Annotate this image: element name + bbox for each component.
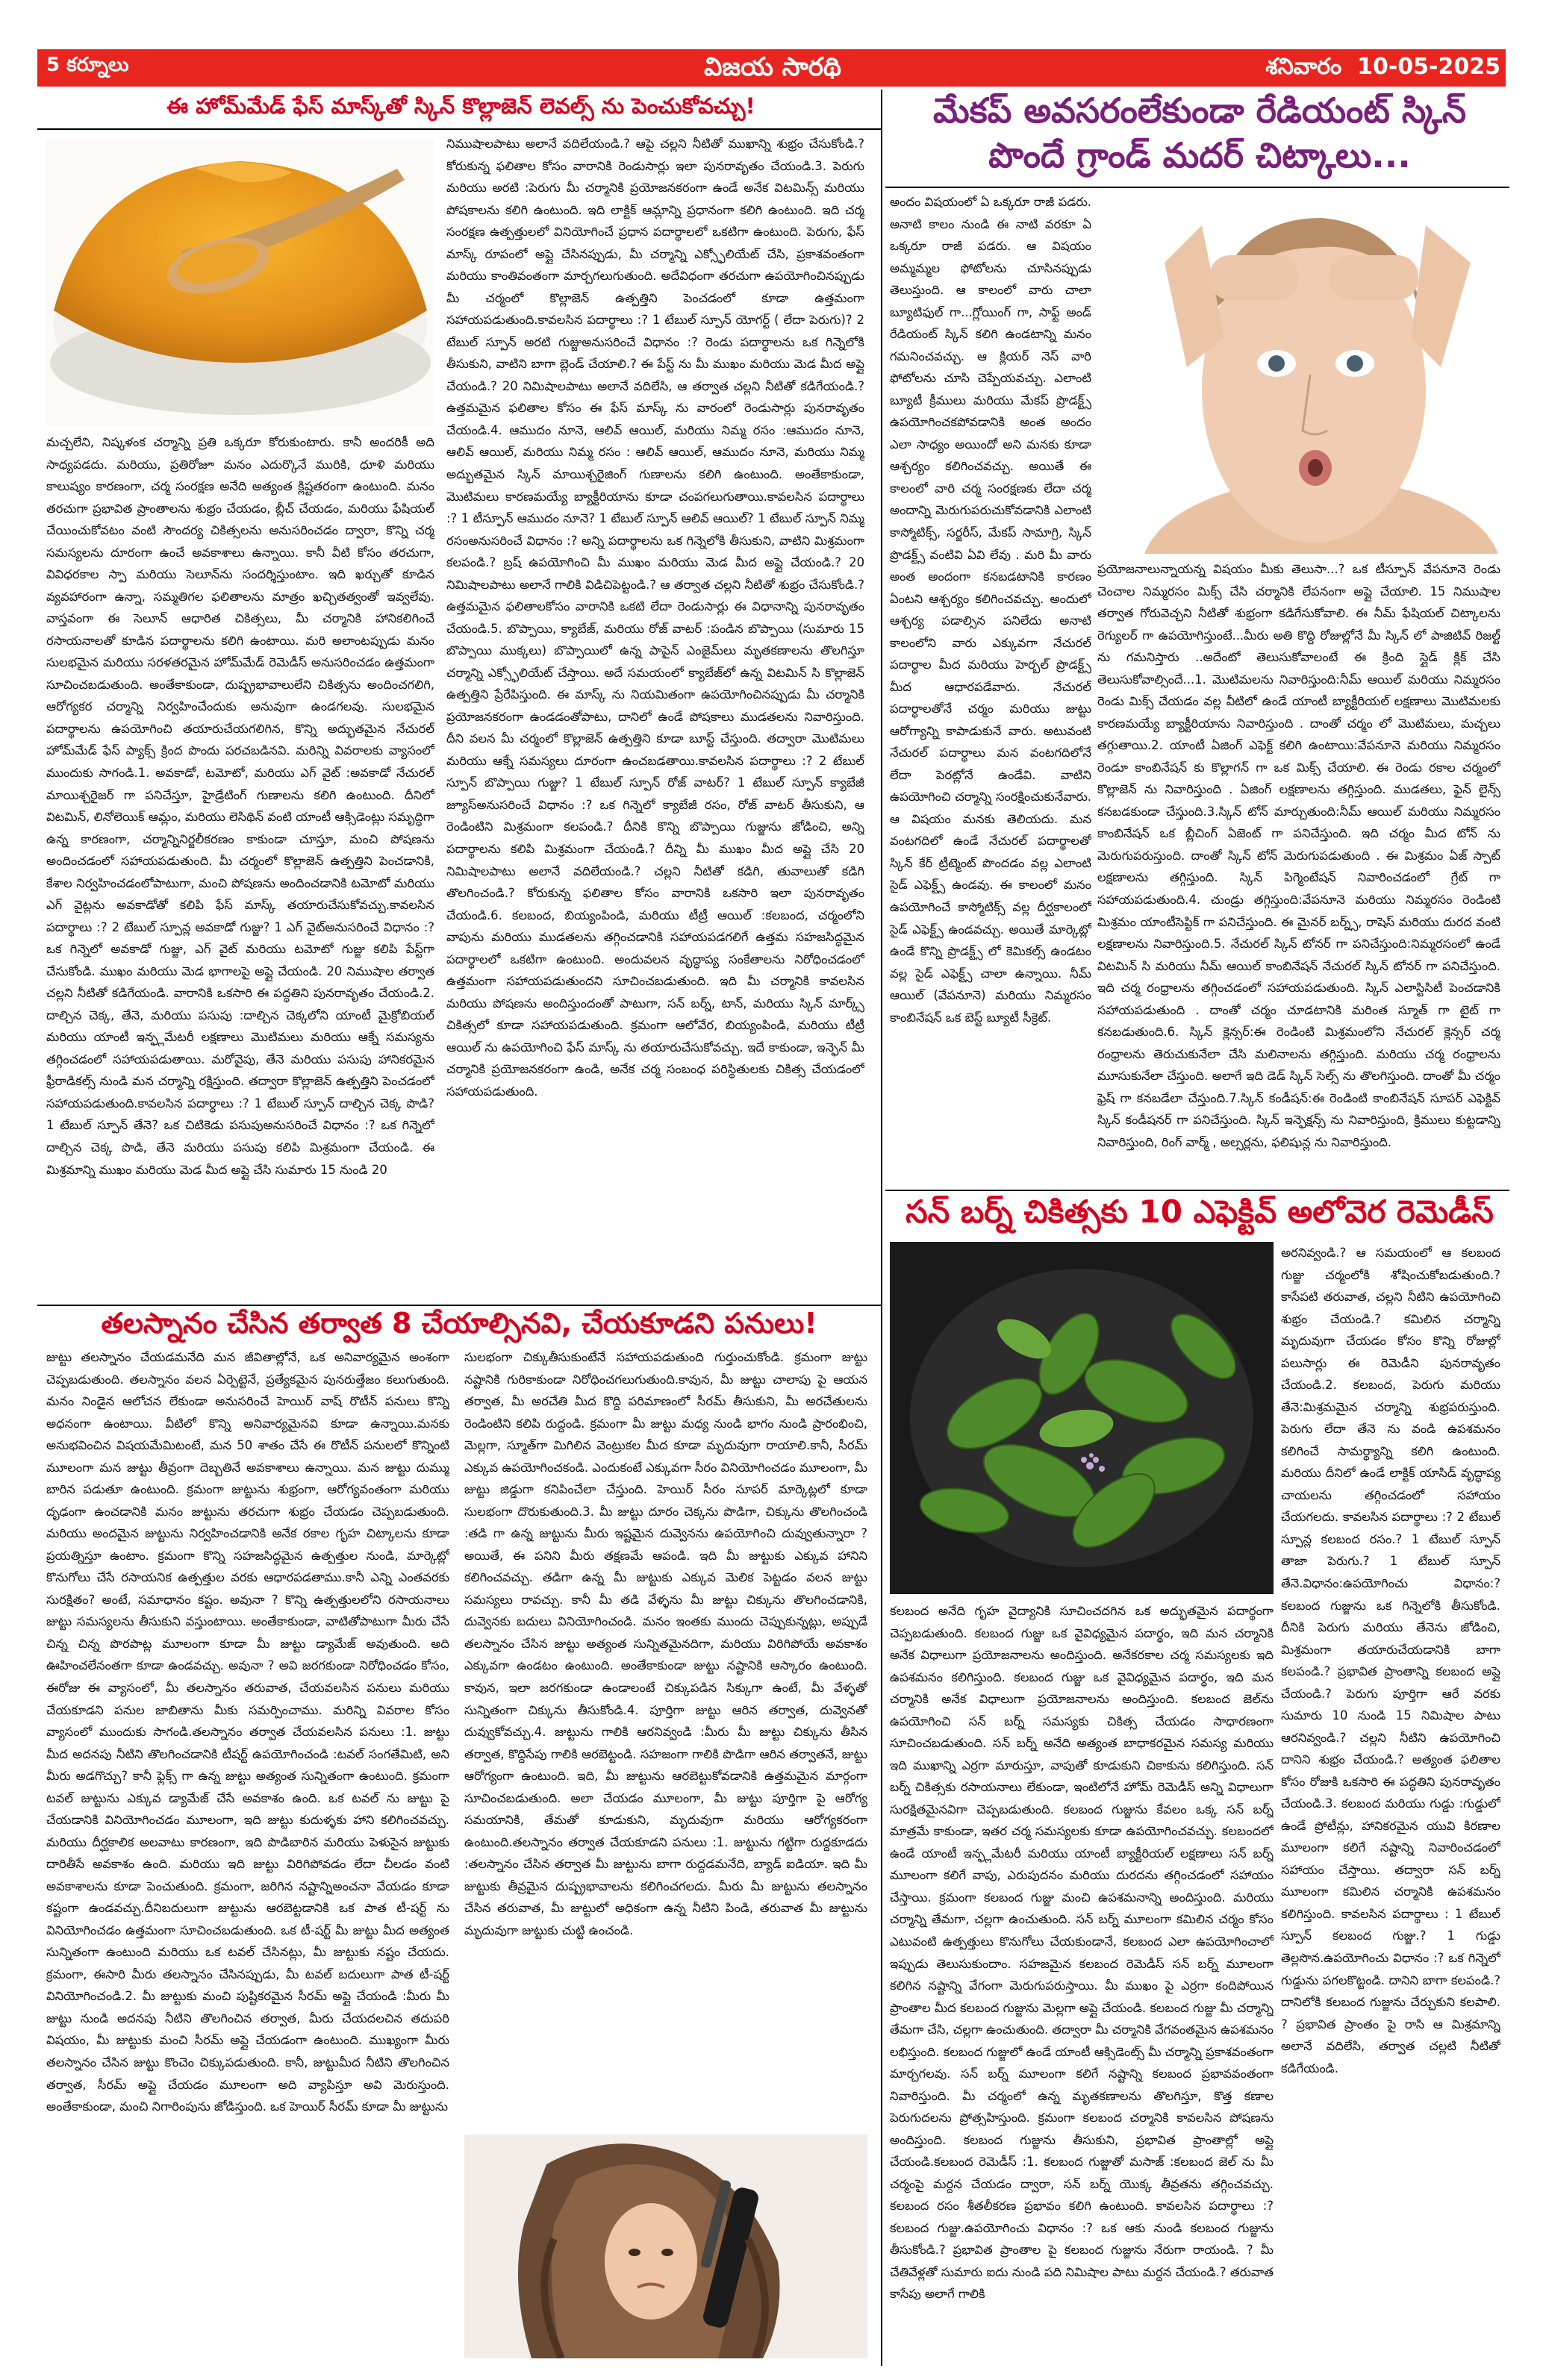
aloe-headline: సన్ బర్న్ చికిత్సకు 10 ఎఫెక్టివ్ అలోవెర రెమెడీస్ xyxy=(905,1193,1494,1230)
grandma-headline-line1: మేకప్ అవసరంలేకుండా రేడియంట్ స్కిన్ xyxy=(932,90,1467,131)
issue-day: శనివారం xyxy=(1265,54,1342,80)
divider xyxy=(885,1190,1509,1191)
grandma-body-wide: ప్రయోజనాలున్నాయన్న విషయం మీకు తెలుసా...? ఒక టీస్పూన్ వేపనూనె రెండు చెంచాల నిమ్మరసం మిక్స్ చేసి చర్మానికి లేపనంగా అప్లై చేయాలి. 15 నిముషాల తర్వాత గోరువెచ్చని నీటితో శుభ్రంగా కడిగేసుకోవాలి. ఈ నీమ్ ఫేషియల్ చిట్కాలను రెగ్యులర్ గా ఉపయోగిస్తుంటే...మీరు అతి కొద్ది రోజుల్లోనే మీ స్కిన్ లో పాజిటివ్ రిజల్ట్ ను గమనిస్తారు ..అదేంటో తెలుసుకోవాలంటే ఈ క్రింది స్లైడ్ క్లిక్ చేసి తెలుసుకోవాల్సిందే...1. మొటిమలను నివారిస్తుంది:నీమ్ ఆయిల్ మరియు నిమ్మరసం రెండు మిక్స్ చేయడం వల్ల వీటిలో ఉండే యాంటీ బ్యాక్టీరియల్ లక్షణాలు మొటిమలకు కారణమయ్యే బ్యాక్టీరియాను నివారిస్తుంది . దాంతో చర్మం లో మొటిమలు, మచ్చలు తగ్గుతాయి.2. యాంటీ ఏజింగ్ ఎఫెక్ట్ కలిగి ఉంటాయి:వేపనూనె మరియు నిమ్మరసం రెండూ కాంబినేషన్ కు కొల్లాగన్ గా ఒక మిక్స్ చేయాలి. ఈ రెండు రకాల చర్మంలో కొల్లాజెన్ ను నివారిస్తుంది . ఏజింగ్ లక్షణాలను తగ్గిస్తుంది. ముడతలు, ఫైన్ లైన్స్ కనబడకుండా చేస్తుంది.3.స్కిన్ టోన్ మార్చుతుంది:నీమ్ ఆయిల్ మరియు నిమ్మరసం కాంబినేషన్ ఒక బ్లీచింగ్ ఏజెంట్ గా పనిచేస్తుంది. ఇది చర్మం మీద టోన్ ను మెరుగుపరుస్తుంది. దాంతో స్కిన్ టోన్ మెరుగుపడుతుంది . ఈ మిశ్రమం ఏజ్ స్పాట్ లక్షణాలను తగ్గిస్తుంది. స్కిన్ పిగ్మెంటేషన్ నివారించడంలో గ్రేట్ గా సహాయపడుతుంది.4. చుండ్రు తగ్గిస్తుంది:వేపనూనె మరియు నిమ్మరసం రెండింటి మిశ్రమం యాంటీసెప్టిక్ గా పనిచేస్తుంది. ఈ మైనర్ బర్న్స్, రాషెస్ మరియు దురద వంటి లక్షణాలను నివారిస్తుంది.5. నేచురల్ స్కిన్ టోనర్ గా పనిచేస్తుంది:నిమ్మరసంలో ఉండే విటమిన్ సి మరియు నీమ్ ఆయిల్ కాంబినేషన్ నేచురల్ స్కిన్ టోనర్ గా పనిచేస్తుంది. ఇది చర్మ రంధ్రాలను తగ్గించడంలో సహాయపడుతుంది. స్కిన్ ఎలాస్టిసిటీ పెంచడానికి సహాయపడుతుంది . దాంతో చర్మం చూడటానికి మరింత స్మూత్ గా టైట్ గా కనబడుతుంది.6. స్కిన్ క్లెన్సర్:ఈ రెండింటి మిశ్రమంలోని నేచురల్ క్లెన్సర్ చర్మ రంధ్రాలను తెరుచుకునేలా చేసి మలినాలను తగ్గిస్తుంది. మరియు చర్మ రంధ్రాలను మూసుకునేలా చేస్తుంది. అలాగే ఇది డెడ్ స్కిన్ సెల్స్ ను తొలగిస్తుంది. దాంతో మీ చర్మం ఫ్రెష్ గా కనబడేలా చేస్తుంది.7.స్కిన్ కండీషన్:ఈ రెండింటి కాంబినేషన్ సూపర్ ఎఫెక్టివ్ స్కిన్ కండీషనర్ గా పనిచేస్తుంది. స్కిన్ ఇన్ఫెక్షన్స్ ను నివారిస్తుంది, క్రిములు కుట్టడాన్ని నివారిస్తుంది, రింగ్ వార్మ్ , అల్సర్లను, ఫలిషున్ల ను నివారిస్తుంది. xyxy=(1097,562,1500,1149)
hair-straightener-photo xyxy=(464,2134,867,2358)
collagen-body-col2: నిముషాలపాటు అలానే వదిలేయండి.? ఆపై చల్లని నీటితో ముఖాన్ని శుభ్రం చేసుకోండి.? కోరుకున్న ఫలితాల కోసం వారానికి రెండుసార్లు ఇలా పునరావృతం చేయండి.3. పెరుగు మరియు అరటి :పెరుగు మీ చర్మానికి ప్రయోజనకరంగా ఉండే అనేక విటమిన్స్ మరియు పోషకాలను కలిగి ఉంటుంది. ఇది లాక్టిక్ ఆమ్లాన్ని ప్రధానంగా కలిగి ఉంటుంది. ఇది చర్మ సంరక్షణ ఉత్పత్తులలో వినియోగించే ప్రధాన పదార్థాలలో ఒకటిగా ఉంటుంది. పెరుగు, ఫేస్ మాస్క్ రూపంలో అప్లై చేసినప్పుడు, మీ చర్మాన్ని ఎక్స్ఫోలియేట్ చేసి, ప్రకాశవంతంగా మరియు కాంతివంతంగా మార్చగలుగుతుంది. అదేవిధంగా తరచుగా ఉపయోగించినప్పుడు మీ చర్మంలో కొల్లాజెన్ ఉత్పత్తిని పెంచడంలో కూడా ఉత్తమంగా సహాయపడుతుంది.కావలసిన పదార్థాలు :? 1 టేబుల్ స్పూన్ యోగర్ట్ ( లేదా పెరుగు)? 2 టేబుల్ స్పూన్ అరటి గుజ్జుఅనుసరించే విధానం :? రెండు పదార్థాలను ఒక గిన్నెలోకి తీసుకుని, వాటిని బాగా బ్లెండ్ చేయాలి.? ఈ పేస్ట్ ను మీ ముఖం మరియు మెడ మీద అప్లై చేయండి.? 20 నిమిషాలపాటు అలానే వదిలేసి, ఆ తర్వాత చల్లని నీటితో కడిగేయండి.? ఉత్తమమైన ఫలితాల కోసం ఈ ఫేస్ మాస్క్ ను వారంలో రెండుసార్లు పునరావృతం చేయండి.4. ఆముదం నూనె, ఆలివ్ ఆయిల్, మరియు నిమ్మ రసం :ఆముదం నూనె, ఆలివ్ ఆయిల్, మరియు నిమ్మ రసం : ఆలివ్ ఆయిల్, ఆముదం నూనె, మరియు నిమ్మ అద్భుతమైన స్కిన్ మాయిశ్చరైజింగ్ గుణాలను కలిగి ఉంటుంది. అంతేకాకుండా, మొటిమలు కారణమయ్యే బ్యాక్టీరియాను కూడా చంపగలుగుతాయి.కావలసిన పదార్థాలు :? 1 టీస్పూన్ ఆముదం నూనె? 1 టేబుల్ స్పూన్ ఆలివ్ ఆయిల్? 1 టేబుల్ స్పూన్ నిమ్మ రసంఅనుసరించే విధానం :? అన్ని పదార్థాలను ఒక గిన్నెలోకి తీసుకుని, వాటిని మిశ్రమంగా కలపండి.? బ్రష్ ఉపయోగించి మీ ముఖం మరియు మెడ మీద అప్లై చేయండి.? 20 నిమిషాలపాటు అలానే గాలికి విడిచిపెట్టండి.? ఆ తర్వాత చల్లని నీటితో శుభ్రం చేసుకోండి.? ఉత్తమమైన ఫలితాలకోసం వారానికి ఒకటి లేదా రెండుసార్లు ఈ విధానాన్ని పునరావృతం చేయండి.5. బొప్పాయి, క్యాబేజ్, మరియు రోజ్ వాటర్ :పండిన బొప్పాయి (సుమారు 15 బొప్పాయి ముక్కలు) బొప్పాయిలో ఉన్న పాపైన్ ఎంజైమ్‌లు మృతకణాలను తొలగిస్తూ చర్మాన్ని ఎక్స్ఫోలియేట్ చేస్తాయి. అదే సమయంలో క్యాబేజ్‌లో ఉన్న విటమిన్ సి కొల్లాజెన్ ఉత్పత్తిని ప్రేరేపిస్తుంది. ఈ మాస్క్ ను నియమితంగా ఉపయోగించినప్పుడు మీ చర్మానికి ప్రయోజనకరంగా ఉండడంతోపాటు, దానిలో ఉండే పోషకాలు ముడతలను నివారిస్తుంది. దీని వలన మీ చర్మంలో కొల్లాజెన్ ఉత్పత్తిని కూడా బూస్ట్ చేస్తుంది. తద్వారా మొటిమలు మరియు ఆక్నే సమస్యలు దూరంగా ఉంచబడతాయి.కావలసిన పదార్థాలు :? 2 టేబుల్ స్పూన్ బొప్పాయి గుజ్జు? 1 టేబుల్ స్పూన్ రోజ్ వాటర్? 1 టేబుల్ స్పూన్ క్యాబేజీ జ్యూస్అనుసరించే విధానం :? ఒక గిన్నెలో క్యాబేజీ రసం, రోజ్ వాటర్ తీసుకుని, ఆ రెండింటిని మిశ్రమంగా కలపండి.? దీనికి కొన్ని బొప్పాయి గుజ్జును జోడించి, అన్ని పదార్థాలను కలిపి మిశ్రమంగా చేయండి.? దీన్ని మీ ముఖం మీద అప్లై చేసి 20 నిమిషాలపాటు అలానే వదిలేయండి.? చల్లని నీటితో కడిగి, తువాలుతో కడిగి తొలగించండి.? కోరుకున్న ఫలితాల కోసం వారానికి ఒకసారి ఇలా పునరావృతం చేయండి.6. కలబంద, బియ్యంపిండి, మరియు టీట్రీ ఆయిల్ :కలబంద, చర్మంలోని వాపును మరియు ముడతలను తగ్గించడానికి సహాయపడగలిగే ఉత్తమ సహజసిద్ధమైన పదార్థాలలో ఒకటిగా ఉంటుంది. అందువలన వృద్ధాప్య సంకేతాలను నిరోధించడంలో ఉత్తమంగా సహాయపడుతుందని సూచించబడుతుంది. ఇది మీ చర్మానికి కావలసిన మరియు పోషణను అందిస్తుందంతో పాటుగా, సన్ బర్న్, టాన్, మరియు స్కిన్ మార్క్స్ చికిత్సలో కూడా సహాయపడుతుంది. క్రమంగా ఆలోవేర, బియ్యంపిండి, మరియు టీట్రీ ఆయిల్ ను ఉపయోగించి ఫేస్ మాస్క్ ను తయారుచేసుకోవచ్చు. ఇదే కాకుండా, ఇన్ఫెన్ మీ చర్మానికి ప్రయోజనకరంగా ఉండి, అనేక చర్మ సంబంధ పరిస్థితులకు చికిత్స చేయడంలో సహాయపడుతుంది. xyxy=(446,137,864,1099)
aloe-body-side: అరనివ్వండి.? ఆ సమయంలో ఆ కలబంద గుజ్జు చర్మంలోకి శోషించుకోబడుతుంది.? కాసేపటి తరువాత, చల్లని నీటిని ఉపయోగించి శుభ్రం చేయండి.? కమిలిన చర్మాన్ని మృదువుగా చేయడం కోసం కొన్ని రోజుల్లో పలుసార్లు ఈ రెమెడీని పునరావృతం చేయండి.2. కలబంద, పెరుగు మరియు తేనె:మిశ్రమమైన చర్మాన్ని శుభ్రపరుస్తుంది. పెరుగు లేదా తేనె ను వండి ఉపశమనం కలిగించే సామర్థ్యాన్ని కలిగి ఉంటుంది. మరియు దీనిలో ఉండే లాక్టిక్ యాసిడ్ వృద్ధాప్య చాయలను తగ్గించడంలో సహాయం చేయగలదు. కావలసిన పదార్థాలు :? 2 టేబుల్ స్పూన్ల కలబంద రసం.? 1 టేబుల్ స్పూన్ తాజా పెరుగు.? 1 టేబుల్ స్పూన్ తేనె.విధానం:ఉపయోగించు విధానం:? కలబంద గుజ్జును ఒక గిన్నెలోకి తీసుకోండి. దీనికి పెరుగు మరియు తేనెను జోడించి, మిశ్రమంగా తయారుచేయడానికి బాగా కలపండి.? ప్రభావిత ప్రాంతాన్ని కలబంద అప్లై చేయండి.? పెరుగు పూర్తిగా ఆరే వరకు సుమారు 10 నుండి 15 నిమిషాల పాటు ఆరనివ్వండి.? చల్లని నీటిని ఉపయోగించి దానిని శుభ్రం చేయండి.? అత్యంత ఫలితాల కోసం రోజుకి ఒకసారి ఈ పద్ధతిని పునరావృతం చేయండి.3. కలబంద మరియు గుడ్డు :గుడ్డులో ఉండే ప్రోటీన్లు, హానికరమైన యువి కిరణాల మూలంగా కలిగే నష్టాన్ని నివారించడంలో సహాయం చేస్తాయి. తద్వారా సన్ బర్న్ మూలంగా కమిలిన చర్మానికి ఉపశమనం కలిగిస్తుంది. కావలసిన పదార్థాలు : 1 టేబుల్ స్పూన్ కలబంద గుజ్జు.? 1 గుడ్డు తెల్లసొన.ఉపయోగించు విధానం :? ఒక గిన్నెలో గుడ్డును పగలకొట్టండి. దానిని బాగా కలపండి.? దానిలోకి కలబంద గుజ్జును చేర్చుకుని కలపాలి. ? ప్రభావిత ప్రాంతం పై రాసి ఆ మిశ్రమాన్ని అలానే వదిలేసి, తర్వాత చల్లటి నీటితో కడిగేయండి. xyxy=(1281,1246,1500,2076)
column-divider xyxy=(881,90,882,2366)
bath-headline: తలస్నానం చేసిన తర్వాత 8 చేయాల్సినవి, చేయకూడని పనులు! xyxy=(101,1307,817,1340)
page-number: 5 కర్నూలు xyxy=(46,54,129,76)
divider xyxy=(37,1305,881,1306)
collagen-headline: ఈ హోమ్‌మేడ్ ఫేస్ మాస్క్‌తో స్కిన్ కొల్లాజెన్ లెవల్స్ ను పెంచుకోవచ్చు! xyxy=(166,93,755,119)
turmeric-photo xyxy=(46,139,434,425)
masthead: విజయ సారథి xyxy=(704,52,841,82)
mint-leaves-photo xyxy=(890,1242,1274,1594)
woman-face-photo xyxy=(1097,196,1500,554)
divider xyxy=(885,187,1509,188)
bath-body-col2: సులభంగా చిక్కుతీసుకుంటేనే సహాయపడుతుంది గుర్తుంచుకోండి. క్రమంగా జుట్టు నష్టానికి గురికాకుండా నిరోధించగలుగుతుంది.కావున, మీ జుట్టు చాలాపు పై ఆయన తర్వాత, మీ అరచేతి మీద కొద్ది పరిమాణంలో సీరమ్ తీసుకుని, మీ అరచేతులను రెండింటిని కలిపి రుద్దండి. క్రమంగా మీ జుట్టు మధ్య నుండి భాగం నుండి ప్రారంభించి, మెల్లగా, స్మూత్‌గా మిగిలిన వెంట్రుకల మీద కూడా మృదువుగా రాయాలి.కానీ, సీరమ్ ఎక్కువ ఉపయోగించకండి. ఎందుకంటే ఎక్కువగా సీరం వినియోగించడం మూలంగా, మీ జుట్టు జిడ్డుగా కనిపించేలా చేస్తుంది. హెయిర్ సీరం సూపర్ మార్కెట్లలో కూడా సులభంగా దొరుకుతుంది.3. మీ జుట్టు దూరం చెక్కను పొడిగా, చిక్కును తొలగించండి :తడి గా ఉన్న జుట్టును మీరు ఇష్టమైన దువ్వెనను ఉపయోగించి దువ్వుతున్నారా ? అయితే, ఈ పనిని మీరు తక్షణమే ఆపండి. ఇది మీ జుట్టుకు ఎక్కువ హానిని కలిగించవచ్చు. తడిగా ఉన్న మీ జుట్టుకు ఎక్కువ మెలిక పెట్టడం వలన జుట్టు సమస్యలు రావచ్చు. కానీ మీ తడి వేళ్ళను మీ జుట్టు చిక్కును తొలగించడానికి, దువ్వెనకు బదులు వినియోగించండి. మనం ఇంతకు ముందు చెప్పుకున్నట్లు, అప్పుడే తలస్నానం చేసిన జుట్టు అత్యంత సున్నితమైనదిగా, మరియు విరిగిపోయే అవకాశం ఎక్కువగా ఉండటం ఉంటుంది. అంతేకాకుండా జుట్టు నష్టానికి ఆస్కారం ఉంటుంది. కావున, ఇలా జరగకుండా ఉండాలంటే చిక్కుపడిన సిక్కుగా ఉంటే, మీ వేళ్ళతో సున్నితంగా చిక్కును తీసుకోండి.4. పూర్తిగా జుట్టు ఆరిన తర్వాత, దువ్వెనతో దువ్వుకోవచ్చు.4. జుట్టును గాలికి ఆరనివ్వండి :మీరు మీ జుట్టు చిక్కును తీసిన తర్వాత, కొద్దిసేపు గాలికి ఆరబెట్టండి. సహజంగా గాలికి పొడిగా ఆరిన తర్వాతనే, జుట్టు ఆరోగ్యంగా ఉంటుంది. ఇది, మీ జుట్టును ఆరబెట్టుకోవడానికి ఉత్తమమైన మార్గంగా సూచించబడుతుంది. అలా చేయడం మూలంగా, మీ జుట్టు పూర్తిగా పై ఆరోగ్య సమయానికి, తేమతో కూడుకుని, మృదువుగా మరియు ఆరోగ్యకరంగా ఉంటుంది.తలస్నానం తర్వాత చేయకూడని పనులు :1. జుట్టును గట్టిగా రుద్దకూడదు :తలస్నానం చేసిన తర్వాత మీ జుట్టును బాగా రుద్దడమనేది, బ్యాడ్ ఐడియా. ఇది మీ జుట్టుకు తీవ్రమైన దుష్ప్రభావాలను కలిగించగలదు. మీరు మీ జుట్టును తలస్నానం చేసిన తరువాత, మీ జుట్టులో అధికంగా ఉన్న నీటిని పిండి, తరువాత మీ జుట్టును మృదువుగా జుట్టుకు చుట్టి ఉంచండి. xyxy=(464,1350,867,1937)
aloe-body-bottom: కలబంద అనేది గృహ వైద్యానికి సూచించదగిన ఒక అద్భుతమైన పదార్థంగా చెప్పబడుతుంది. కలబంద గుజ్జు ఒక వైవిధ్యమైన పదార్థం, ఇది మన చర్మానికి అనేక విధాలుగా ప్రయోజనాలను అందిస్తుంది. అనేకరకాల చర్మ సమస్యలకు ఇది ఉపశమనం కలిగిస్తుంది. కలబంద గుజ్జు ఒక వైవిధ్యమైన పదార్థం, ఇది మన చర్మానికి అనేక విధాలుగా ప్రయోజనాలను అందిస్తుంది. కలబంద జెల్‌ను ఉపయోగించి సన్ బర్న్ సమస్యకు చికిత్స చేయడం సాధారణంగా సూచించబడుతుంది. సన్ బర్న్ అనేది అత్యంత బాధాకరమైన సమస్య మరియు ఇది ముఖాన్ని ఎర్రగా మారుస్తూ, వాపుతో కూడుకుని చికాకును కలిగిస్తుంది. సన్ బర్న్ చికిత్సకు రసాయనాలు లేకుండా, ఇంటిలోనే హోమ్ రెమెడీస్ అన్ని విధాలుగా సురక్షితమైనవిగా చెప్పబడుతుంది. కలబంద గుజ్జును కేవలం ఒక్క సన్ బర్న్ మాత్రమే కాకుండా, ఇతర చర్మ సమస్యలకు కూడా ఉపయోగించవచ్చు. కలబందలో ఉండే యాంటీ ఇన్ఫ్లమేటరీ మరియు యాంటీ బ్యాక్టీరియల్ లక్షణాలు సన్ బర్న్ మూలంగా కలిగే వాపు, ఎరుపుదనం మరియు దురదను తగ్గించడంలో సహాయం చేస్తాయి. క్రమంగా కలబంద గుజ్జు మంచి ఉపశమనాన్ని అందిస్తుంది. మరియు చర్మాన్ని తేమగా, చల్లగా ఉంచుతుంది. సన్ బర్న్ మూలంగా కమిలిన చర్మం కోసం ఎటువంటి ఉత్పత్తులు కొనుగోలు చేయకుండానే, కలబంద ఎలా ఉపయోగించాలో ఇప్పుడు తెలుసుకుందాం. సహజమైన కలబంద రెమెడీస్ సన్ బర్న్ మూలంగా కలిగిన నష్టాన్ని వేగంగా మెరుగుపరుస్తాయి. మీ ముఖం పై ఎర్రగా కందిపోయిన ప్రాంతాల మీద కలబంద గుజ్జును మెల్లగా అప్లై చేయండి. కలబంద గుజ్జు మీ చర్మాన్ని తేమగా చేసి, చల్లగా ఉంచుతుంది. తద్వారా మీ చర్మానికి వేగవంతమైన ఉపశమనం లభిస్తుంది. కలబంద గుజ్జులో ఉండే యాంటీ ఆక్సిడెంట్స్ మీ చర్మాన్ని ప్రకాశవంతంగా మార్చగలవు. సన్ బర్న్ మూలంగా కలిగే నష్టాన్ని కలబంద ప్రభావవంతంగా నివారిస్తుంది. మీ చర్మంలో ఉన్న మృతకణాలను తొలగిస్తూ, కొత్త కణాల పెరుగుదలను ప్రోత్సహిస్తుంది. క్రమంగా కలబంద చర్మానికి కావలసిన పోషణను అందిస్తుంది. కలబంద గుజ్జును తీసుకుని, ప్రభావిత ప్రాంతాల్లో అప్లై చేయండి.కలబంద రెమెడీస్ :1. కలబంద గుజ్జుతో మసాజ్ :కలబంద జెల్ ను మీ చర్మంపై మర్దన చేయడం ద్వారా, సన్ బర్న్ యొక్క తీవ్రతను తగ్గించవచ్చు. కలబంద రసం శీతలీకరణ ప్రభావం కలిగి ఉంటుంది. కావలసిన పదార్థాలు :? కలబంద గుజ్జు.ఉపయోగించు విధానం :? ఒక ఆకు నుండి కలబంద గుజ్జును తీసుకోండి.? ప్రభావిత ప్రాంతాల పై కలబంద గుజ్జును నేరుగా రాయండి. ? మీ చేతివేళ్లతో సుమారు ఐదు నుండి పది నిమిషాల పాటు మర్దన చేయండి.? తరువాత కాసేపు అలాగే గాలికి xyxy=(890,1604,1274,2302)
grandma-headline-line2: పొందే గ్రాండ్ మదర్ చిట్కాలు... xyxy=(988,135,1411,175)
issue-date-value: 10-05-2025 xyxy=(1357,54,1500,80)
collagen-body-col1: మచ్చలేని, నిష్కళంక చర్మాన్ని ప్రతి ఒక్కరూ కోరుకుంటారు. కానీ అందరికీ అది సాధ్యపడదు. మరియు, ప్రతిరోజూ మనం ఎదుర్కొనే మురికి, ధూళి మరియు కాలుష్యం కారణంగా, చర్మ సంరక్షణ అనేది అత్యంత క్లిష్టతరంగా ఉంటుంది. మనం తరచుగా ప్రభావిత ప్రాంతాలను శుభ్రం చేయడం, బ్లీచ్ చేయడం, మరియు ఫేషియల్ చేయించుకోవటం వంటి సౌందర్య చికిత్సలను అనుసరించడం ద్వారా, కొన్ని చర్మ సమస్యలను దూరంగా ఉంచే అవకాశాలు ఉన్నాయి. కానీ వీటి కోసం తరచుగా, వివిధరకాల స్పా మరియు సెలూన్‌ను సందర్శిస్తుంటాం. ఇది ఖర్చుతో కూడిన వ్యవహారంగా ఉన్నా, సమ్మతిగల ఫలితాలను మాత్రం ఖచ్చితత్వంతో ఇవ్వలేవు. వాస్తవంగా ఈ సెలూన్ ఆధారిత చికిత్సలు, మీ చర్మానికి హానికలిగించే రసాయనాలతో కూడిన పదార్థాలను కలిగి ఉంటాయి. మరి అలాంటప్పుడు మనం సులభమైన మరియు సరళతరమైన హోమ్‌మేడ్ రెమెడీస్ అనుసరించడం ఉత్తమంగా సూచించబడుతుంది. అంతేకాకుండా, దుష్ప్రభావాలులేని చికిత్సను అందించగలిగి, ఆరోగ్యకర చర్మాన్ని నిర్వహించేందుకు అనువుగా ఉండగలవు. సులభమైన పదార్థాలను ఉపయోగించి తయారుచేయగలిగిన, కొన్ని అద్భుతమైన నేచురల్ హోమ్‌మేడ్ ఫేస్ ప్యాక్స్ క్రింద పొందు పరచబడినవి. మరిన్ని వివరాలకు వ్యాసంలో ముందుకు సాగండి.1. అవకాడో, టమోటో, మరియు ఎగ్ వైట్ :అవకాడో నేచురల్ మాయిశ్చరైజర్ గా పనిచేస్తూ, హైడ్రేటింగ్ గుణాలను కలిగి ఉంటుంది. దీనిలో విటమిన్, లినోలెయిక్ ఆమ్లం, మరియు లెసిథిన్ వంటి యాంటీ ఆక్సిడెంట్లు సమృద్ధిగా ఉన్న కారణంగా, చర్మాన్నినిర్జలీకరణం కాకుండా చూస్తూ, మంచి పోషణను అందించడంలో సహాయపడుతుంది. మీ చర్మంలో కొల్లాజెన్ ఉత్పత్తిని పెంచడానికి, కేశాల నిర్వహించడంలోపాటుగా, మంచి పోషణను అందించడానికి టమోటో మరియు ఎగ్ వైట్లను అవకాడోతో కలిపి ఫేస్ మాస్క్ తయారుచేసుకోవచ్చు.కావలసిన పదార్థాలు :? 2 టేబుల్ స్పూన్ల అవకాడో గుజ్జు? 1 ఎగ్ వైట్అనుసరించే విధానం :? ఒక గిన్నెలో అవకాడో గుజ్జు, ఎగ్ వైట్ మరియు టమోటో గుజ్జు కలిపి పేస్ట్‌గా చేసుకోండి. ముఖం మరియు మెడ భాగాలపై అప్లై చేయండి. 20 నిముషాల తర్వాత చల్లని నీటితో కడిగేయండి. వారానికి ఒకసారి ఈ పద్ధతిని పునరావృతం చేయండి.2. దాల్చిన చెక్క, తేనె, మరియు పసుపు :దాల్చిన చెక్కలోని యాంటీ మైక్రోబియల్ మరియు యాంటీ ఇన్ఫ్లమేటరీ లక్షణాలు మొటిమలు మరియు ఆక్నే సమస్యను తగ్గించడంలో సహాయపడుతాయి. మరోవైపు, తేనె మరియు పసుపు హానికరమైన ఫ్రీరాడికల్స్ నుండి మన చర్మాన్ని రక్షిస్తుంది. తద్వారా కొల్లాజెన్ ఉత్పత్తిని పెంచడంలో సహాయపడుతుంది.కావలసిన పదార్థాలు :? 1 టేబుల్ స్పూన్ దాల్చిన చెక్క పొడి? 1 టేబుల్ స్పూన్ తేనె? ఒక చిటికెడు పసుపుఅనుసరించే విధానం :? ఒక గిన్నెలో దాల్చిన చెక్క పొడి, తేనె మరియు పసుపు కలిపి మిశ్రమంగా చేయండి. ఈ మిశ్రమాన్ని ముఖం మరియు మెడ మీద అప్లై చేసి సుమారు 15 నుండి 20 xyxy=(46,435,434,1177)
issue-date xyxy=(1172,54,1500,85)
bath-body-col1: జుట్టు తలస్నానం చేయడమనేది మన జీవితాల్లోనే, ఒక అనివార్యమైన అంశంగా చెప్పబడుతుంది. తలస్నానం వలన ఏర్పెట్టెనే, ప్రత్యేకమైన పునరుత్తేజం కలుగుతుంది. మనం నిండైన ఆలోచన లేకుండా అనుసరించే హెయిర్ వాష్ రొటీన్ పనులు కొన్ని అధనంగా ఉంటాయి. వీటిలో కొన్ని అనివార్యమైనవి కూడా ఉన్నాయి.మనకు అనుభవించిన విషయమేమిటంటే, మన 50 శాతం చేసే ఈ రొటీన్ పనులలో కొన్నింటి మూలంగా మన జుట్టు తీవ్రంగా దెబ్బతినే అవకాశాలు ఉన్నాయి. మన జుట్టు దుమ్ము బారిన పడుతూ ఉంటుంది. క్రమంగా జుట్టును శుభ్రంగా, ఆరోగ్యవంతంగా మరియు దృఢంగా ఉంచడానికి మనం జుట్టును తరచుగా శుభ్రం చేయడం చెప్పబడుతుంది. మరియు అందమైన జుట్టును నిర్వహించడానికి అనేక రకాల గృహ చిట్కాలను కూడా ప్రయత్నిస్తూ ఉంటాం. క్రమంగా కొన్ని సహజసిద్ధమైన ఉత్పత్తుల నుండి, మార్కెట్లో కొనుగోలు చేసే రసాయనిక ఉత్పత్తుల వరకు ఆధారపడతాము.కానీ ఎన్ని ఎంతవరకు సురక్షితం? అంటే, సమాధానం కష్టం. అవునా ? కొన్ని ఉత్పత్తులలోని రసాయనాలు జుట్టు సమస్యలను తీసుకుని వస్తుంటాయి. అంతేకాకుండా, వాటితోపాటుగా మీరు చేసే చిన్న చిన్న పొరపాట్ల మూలంగా కూడా మీ జుట్టు డ్యామేజ్ అవుతుంది. అది ఊహించలేనంతగా కూడా ఉండవచ్చు. అవునా ? అవి జరగకుండా నిరోధించడం కోసం, ఈరోజు ఈ వ్యాసంలో, మీ తలస్నానం తరువాత, చేయవలసిన పనులు మరియు చేయకూడని పనుల జాబితాను మీకు సమర్పించాము. మరిన్ని వివరాల కోసం వ్యాసంలో ముందుకు సాగండి.తలస్నానం తర్వాత చేయవలసిన పనులు :1. జుట్టు మీద అదనపు నీటిని తొలగించడానికి టీషర్ట్ ఉపయోగించండి :టవల్ సంగతేమిటి, అని మీరు అడగొచ్చు? కానీ ఫ్లెక్స్ గా ఉన్న జుట్టు అత్యంత సున్నితంగా ఉంటుంది. క్రమంగా టవల్ జుట్టును ఎక్కువ డ్యామేజ్ చేసే అవకాశం ఉంది. ఒక టవల్ ను జుట్టు పై చేయడానికి వినియోగించడం మూలంగా, ఇది జుట్టు కుదుళ్ళకు హాని కలిగించవచ్చు. మరియు దీర్ఘకాలిక అలవాటు కారణంగా, ఇది పొడిబారిన మరియు పెళుసైన జుట్టుకు దారితీసే అవకాశం ఉంది. మరియు ఇది జుట్టు విరిగిపోవడం లేదా చీలడం వంటి అవకాశాలను కూడా పెంచుతుంది. క్రమంగా, జరిగిన నష్టాన్నిఅంచనా వేయడం కూడా కష్టంగా ఉండవచ్చు.దీనిబదులుగా జుట్టును ఆరబెట్టడానికి ఒక పాత టీ-షర్ట్ ను వినియోగించడం ఉత్తమంగా సూచించబడుతుంది. ఒక టీ-షర్ట్ మీ జుట్టు మీద అత్యంత సున్నితంగా ఉంటుంది మరియు ఒక టవల్ చేసినట్లు, మీ జుట్టుకు నష్టం చేయదు. క్రమంగా, ఈసారి మీరు తలస్నానం చేసినప్పుడు, మీ టవల్ బదులుగా పాత టీ-షర్ట్ వినియోగించండి.2. మీ జుట్టుకు మంచి పుష్టికరమైన సీరమ్ అప్లై చేయండి :మీరు మీ జుట్టు నుండి అదనపు నీటిని తొలగించిన తర్వాత, మీరు చేయదలచిన తదుపరి విషయం, మీ జుట్టుకు మంచి సీరమ్ అప్లై చేయడంగా ఉంటుంది. ముఖ్యంగా మీరు తలస్నానం చేసిన జుట్టు కొంచెం చిక్కుపడుతుంది. కానీ, జుట్టుమీద నీటిని తొలగించిన తర్వాత, సీరమ్ అప్లై చేయడం మూలంగా అది వ్యాపిస్తూ అవి మెరుస్తుంది. అంతేకాకుండా, మంచి నిగారింపును జోడిస్తుంది. ఒక హెయిర్ సీరమ్ కూడా మీ జుట్టును xyxy=(46,1350,449,2114)
grandma-body-narrow: అందం విషయంలో ఏ ఒక్కరూ రాజీ పడరు. అనాటి కాలం నుండి ఈ నాటి వరకూ ఏ ఒక్కరూ రాజీ పడరు. ఆ విషయం అమ్మమ్మల ఫోటోలను చూసినప్పుడు తెలుస్తుంది. ఆ కాలంలో వారు చాలా బ్యూటిఫుల్ గా...గ్లోయింగ్ గా, సాఫ్ట్ అండ్ రేడియంట్ స్కిన్ కలిగి ఉండటాన్ని మనం గమనించవచ్చు. ఆ క్లియర్ నెస్ వారి ఫోటోలను చూసి చెప్పేయవచ్చు. ఎలాంటి బ్యూటీ క్రీములు మరియు మేకప్ ప్రొడక్ట్స్ ఉపయోగించకపోవడానికి అంత అందం ఎలా సాధ్యం అయిందో అని మనకు కూడా ఆశ్చర్యం కలిగించవచ్చు. అయితే ఈ కాలంలో వారి చర్మ సంరక్షణకు లేదా చర్మ అందాన్ని మెరుగుపరుచుకోవడానికి ఎలాంటి కాస్మోటిక్స్, సర్జరీస్, మేకప్ సామాగ్రి, స్కిన్ ప్రొడక్ట్స్ వంటివి ఏవి లేవు . మరి మీ వారు అంత అందంగా కనబడటానికి కారణం ఏంటని ఆశ్చర్యం కలిగించవచ్చు. అందులో ఆశ్చర్య పడాల్సిన పనిలేదు అనాటి కాలంలోని వారు ఎక్కువగా నేచురల్ పదార్థాల మీద మరియు హెర్బల్ ప్రొడక్ట్స్ మీద ఆధారపడేవారు. నేచురల్ పదార్థాలతోనే చర్మం మరియు జుట్టు ఆరోగ్యాన్ని కాపాడుకునే వారు. అటువంటి నేచురల్ పదార్థాలు మన వంటగదిలోనే లేదా పెరట్లోనే ఉండేవి. వాటిని ఉపయోగించి చర్మాన్ని సంరక్షించుకునేవారు. ఆ విషయం మనకు తెలియదు. మన వంటగదిలో ఉండే నేచురల్ పదార్థాలతో స్కిన్ కేర్ ట్రీట్మెంట్ పొందడం వల్ల ఎలాంటి సైడ్ ఎఫెక్ట్స్ ఉండవు. ఈ కాలంలో మనం ఉపయోగించే కాస్మోటిక్స్ వల్ల దీర్ఘకాలంలో సైడ్ ఎఫెక్ట్స్ ఉండవచ్చు. అయితే మార్కెట్లో ఉండే కొన్ని ప్రొడక్ట్స్ లో కెమికల్స్ ఉండటం వల్ల సైడ్ ఎఫెక్ట్స్ చాలా ఉన్నాయి. నీమ్ ఆయిల్ (వేపనూనె) మరియు నిమ్మరసం కాంబినేషన్ ఒక బెస్ట్ బ్యూటీ సీక్రెట్. xyxy=(890,195,1091,1025)
divider xyxy=(37,128,881,130)
